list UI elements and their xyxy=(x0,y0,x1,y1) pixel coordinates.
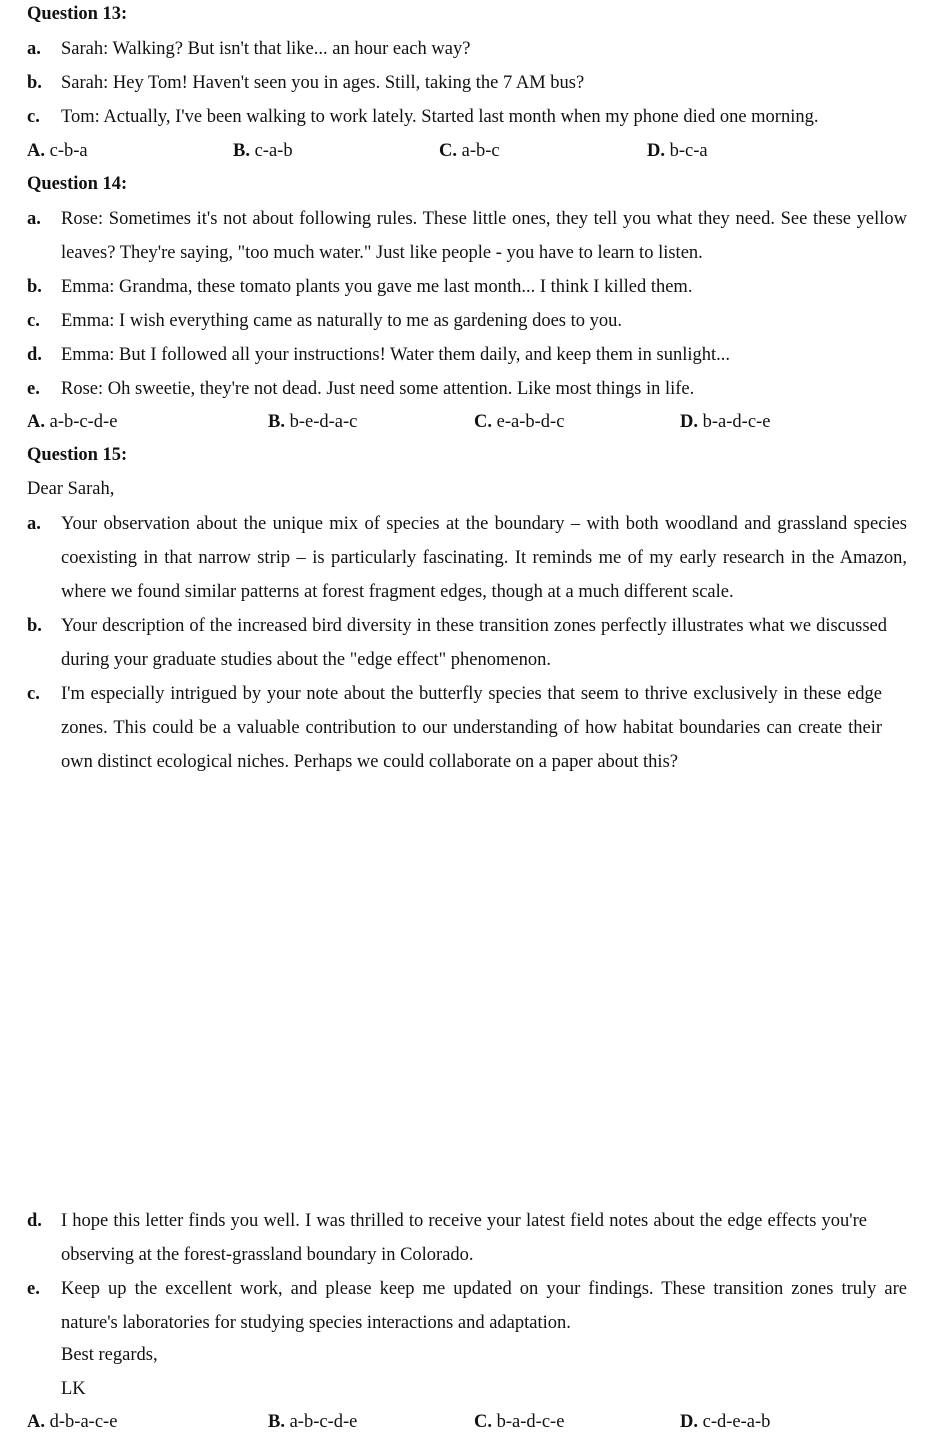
option-value: b-a-d-c-e xyxy=(702,412,771,432)
item-label: e. xyxy=(27,1279,40,1299)
item-label: a. xyxy=(27,209,41,229)
q15-option-c[interactable] xyxy=(474,1412,564,1433)
q13-option-d[interactable] xyxy=(647,141,708,162)
q14-item-c xyxy=(27,304,907,338)
q14-item-b xyxy=(27,270,907,304)
question-14-title: Question 14: xyxy=(27,174,128,194)
option-letter: A. xyxy=(27,412,45,432)
q15-option-a[interactable] xyxy=(27,1412,117,1433)
item-text: Tom: Actually, I've been walking to work lately. Started last month when my phone died one morning. xyxy=(61,107,819,127)
q13-option-a[interactable] xyxy=(27,141,88,162)
question-15-title: Question 15: xyxy=(27,445,128,465)
item-label: c. xyxy=(27,107,40,127)
q14-item-a xyxy=(27,202,907,270)
item-label: a. xyxy=(27,514,41,534)
option-value: c-b-a xyxy=(49,141,88,161)
option-letter: B. xyxy=(268,1412,285,1432)
option-letter: A. xyxy=(27,1412,45,1432)
item-text: Rose: Sometimes it's not about following rules. These little ones, they tell you what they need. See these yellow leaves? They're saying, "too much water." Just like people - you have to learn to listen. xyxy=(61,209,907,263)
item-text: Emma: I wish everything came as naturally to me as gardening does to you. xyxy=(61,311,623,331)
option-letter: B. xyxy=(268,412,285,432)
item-label: d. xyxy=(27,1211,42,1231)
q14-option-c[interactable] xyxy=(474,412,564,433)
option-value: c-a-b xyxy=(254,141,293,161)
item-text: Sarah: Hey Tom! Haven't seen you in ages. Still, taking the 7 AM bus? xyxy=(61,73,585,93)
item-label: d. xyxy=(27,345,42,365)
option-value: a-b-c xyxy=(461,141,500,161)
q15-option-b[interactable] xyxy=(268,1412,357,1433)
q14-item-e xyxy=(27,372,907,406)
option-value: d-b-a-c-e xyxy=(49,1412,118,1432)
option-value: a-b-c-d-e xyxy=(49,412,118,432)
item-label: b. xyxy=(27,277,42,297)
item-label: c. xyxy=(27,311,40,331)
q13-item-a xyxy=(27,32,907,66)
q15-item-c xyxy=(27,677,882,779)
option-letter: B. xyxy=(233,141,250,161)
q14-item-d xyxy=(27,338,907,372)
q15-item-a xyxy=(27,507,907,609)
option-value: b-e-d-a-c xyxy=(289,412,358,432)
q13-item-c xyxy=(27,100,927,134)
option-letter: D. xyxy=(680,1412,698,1432)
letter-closing: Best regards, xyxy=(61,1345,158,1365)
option-value: e-a-b-d-c xyxy=(496,412,565,432)
letter-signature: LK xyxy=(61,1379,86,1399)
q15-item-b xyxy=(27,609,887,677)
item-text: Sarah: Walking? But isn't that like... an hour each way? xyxy=(61,39,471,59)
item-text: Your description of the increased bird diversity in these transition zones perfectly illustrates what we discussed during your graduate studies about the "edge effect" phenomenon. xyxy=(61,616,887,670)
q14-option-b[interactable] xyxy=(268,412,357,433)
question-13-title: Question 13: xyxy=(27,4,128,24)
option-value: c-d-e-a-b xyxy=(702,1412,771,1432)
item-label: e. xyxy=(27,379,40,399)
option-value: b-a-d-c-e xyxy=(496,1412,565,1432)
option-letter: D. xyxy=(647,141,665,161)
option-letter: A. xyxy=(27,141,45,161)
option-letter: D. xyxy=(680,412,698,432)
item-label: b. xyxy=(27,73,42,93)
item-label: c. xyxy=(27,684,40,704)
option-letter: C. xyxy=(474,412,492,432)
item-text: Emma: Grandma, these tomato plants you gave me last month... I think I killed them. xyxy=(61,277,693,297)
q15-option-d[interactable] xyxy=(680,1412,770,1433)
q15-item-e xyxy=(27,1272,907,1340)
item-text: Rose: Oh sweetie, they're not dead. Just need some attention. Like most things in life. xyxy=(61,379,695,399)
q13-option-b[interactable] xyxy=(233,141,293,162)
letter-salutation: Dear Sarah, xyxy=(27,479,115,499)
option-value: a-b-c-d-e xyxy=(289,1412,358,1432)
option-value: b-c-a xyxy=(669,141,708,161)
q14-option-a[interactable] xyxy=(27,412,117,433)
q13-option-c[interactable] xyxy=(439,141,500,162)
item-label: b. xyxy=(27,616,42,636)
q13-item-b xyxy=(27,66,907,100)
item-label: a. xyxy=(27,39,41,59)
option-letter: C. xyxy=(474,1412,492,1432)
item-text: Emma: But I followed all your instructions! Water them daily, and keep them in sunlight... xyxy=(61,345,731,365)
item-text: Keep up the excellent work, and please keep me updated on your findings. These transition zones truly are nature's laboratories for studying species interactions and adaptation. xyxy=(61,1279,907,1333)
item-text: I hope this letter finds you well. I was thrilled to receive your latest field notes about the edge effects you're observing at the forest-grassland boundary in Colorado. xyxy=(61,1211,867,1265)
item-text: I'm especially intrigued by your note about the butterfly species that seem to thrive exclusively in these edge zones. This could be a valuable contribution to our understanding of how habitat boundaries can create their own distinct ecological niches. Perhaps we could collaborate on a paper about this? xyxy=(61,684,882,772)
option-letter: C. xyxy=(439,141,457,161)
q15-item-d xyxy=(27,1204,867,1272)
item-text: Your observation about the unique mix of species at the boundary – with both woodland and grassland species coexisting in that narrow strip – is particularly fascinating. It reminds me of my early research in the Amazon, where we found similar patterns at forest fragment edges, though at a much different scale. xyxy=(61,514,907,602)
q14-option-d[interactable] xyxy=(680,412,770,433)
